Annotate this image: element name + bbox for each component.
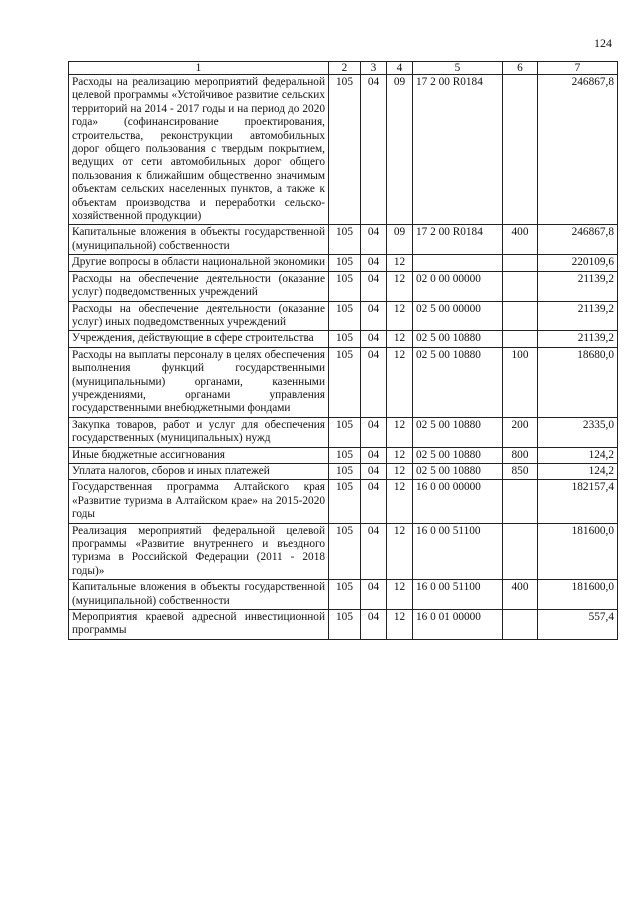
cell-ministry-code: 105 bbox=[329, 480, 361, 523]
cell-expense-type bbox=[503, 301, 538, 331]
item-name: Расходы на обеспечение деятельности (оказание услуг) иных подведомственных учреждений bbox=[69, 301, 329, 331]
item-name: Капитальные вложения в объекты государственной (муниципальной) собственности bbox=[69, 225, 329, 255]
item-name: Уплата налогов, сборов и иных платежей bbox=[69, 463, 329, 479]
item-name: Другие вопросы в области национальной экономики bbox=[69, 255, 329, 271]
cell-section-code: 04 bbox=[361, 225, 387, 255]
cell-target-code: 02 5 00 00000 bbox=[413, 301, 503, 331]
cell-amount: 18680,0 bbox=[538, 347, 618, 417]
cell-ministry-code: 105 bbox=[329, 347, 361, 417]
cell-target-code bbox=[413, 255, 503, 271]
cell-target-code: 02 5 00 10880 bbox=[413, 447, 503, 463]
table-row bbox=[69, 255, 618, 271]
cell-ministry-code: 105 bbox=[329, 610, 361, 640]
cell-ministry-code: 105 bbox=[329, 225, 361, 255]
cell-amount: 2335,0 bbox=[538, 417, 618, 447]
table-row bbox=[69, 463, 618, 479]
cell-ministry-code: 105 bbox=[329, 271, 361, 301]
cell-expense-type: 400 bbox=[503, 225, 538, 255]
table-row bbox=[69, 331, 618, 347]
cell-subsection-code: 12 bbox=[387, 447, 413, 463]
header-row bbox=[69, 62, 618, 75]
cell-ministry-code: 105 bbox=[329, 75, 361, 225]
item-name: Мероприятия краевой адресной инвестиционной программы bbox=[69, 610, 329, 640]
cell-expense-type: 400 bbox=[503, 580, 538, 610]
cell-target-code: 02 5 00 10880 bbox=[413, 417, 503, 447]
table-row bbox=[69, 75, 618, 225]
table-row bbox=[69, 580, 618, 610]
cell-expense-type bbox=[503, 610, 538, 640]
cell-section-code: 04 bbox=[361, 301, 387, 331]
cell-section-code: 04 bbox=[361, 255, 387, 271]
cell-ministry-code: 105 bbox=[329, 301, 361, 331]
cell-ministry-code: 105 bbox=[329, 447, 361, 463]
cell-expense-type: 200 bbox=[503, 417, 538, 447]
cell-amount: 182157,4 bbox=[538, 480, 618, 523]
cell-section-code: 04 bbox=[361, 463, 387, 479]
cell-amount: 246867,8 bbox=[538, 225, 618, 255]
cell-subsection-code: 12 bbox=[387, 271, 413, 301]
cell-section-code: 04 bbox=[361, 347, 387, 417]
page-number: 124 bbox=[594, 36, 612, 50]
cell-expense-type: 100 bbox=[503, 347, 538, 417]
item-name: Государственная программа Алтайского края «Развитие туризма в Алтайском крае» на 2015-2020 годы bbox=[69, 480, 329, 523]
cell-ministry-code: 105 bbox=[329, 255, 361, 271]
table-row bbox=[69, 417, 618, 447]
cell-expense-type bbox=[503, 480, 538, 523]
cell-subsection-code: 12 bbox=[387, 480, 413, 523]
table-row bbox=[69, 347, 618, 417]
column-header: 1 bbox=[69, 62, 329, 75]
cell-subsection-code: 12 bbox=[387, 610, 413, 640]
cell-target-code: 02 5 00 10880 bbox=[413, 331, 503, 347]
cell-subsection-code: 12 bbox=[387, 255, 413, 271]
cell-ministry-code: 105 bbox=[329, 580, 361, 610]
cell-target-code: 02 5 00 10880 bbox=[413, 347, 503, 417]
cell-subsection-code: 12 bbox=[387, 417, 413, 447]
item-name: Учреждения, действующие в сфере строительства bbox=[69, 331, 329, 347]
cell-expense-type bbox=[503, 523, 538, 580]
column-header: 7 bbox=[538, 62, 618, 75]
cell-section-code: 04 bbox=[361, 417, 387, 447]
column-header: 4 bbox=[387, 62, 413, 75]
cell-target-code: 17 2 00 R0184 bbox=[413, 75, 503, 225]
cell-subsection-code: 12 bbox=[387, 347, 413, 417]
cell-ministry-code: 105 bbox=[329, 331, 361, 347]
cell-section-code: 04 bbox=[361, 271, 387, 301]
cell-ministry-code: 105 bbox=[329, 463, 361, 479]
cell-expense-type bbox=[503, 331, 538, 347]
cell-subsection-code: 12 bbox=[387, 301, 413, 331]
cell-section-code: 04 bbox=[361, 523, 387, 580]
table-row bbox=[69, 447, 618, 463]
cell-amount: 21139,2 bbox=[538, 271, 618, 301]
table-row bbox=[69, 610, 618, 640]
column-header: 2 bbox=[329, 62, 361, 75]
cell-section-code: 04 bbox=[361, 610, 387, 640]
table-body bbox=[69, 75, 618, 640]
cell-amount: 124,2 bbox=[538, 463, 618, 479]
cell-target-code: 02 5 00 10880 bbox=[413, 463, 503, 479]
table-row bbox=[69, 271, 618, 301]
cell-amount: 246867,8 bbox=[538, 75, 618, 225]
cell-subsection-code: 12 bbox=[387, 580, 413, 610]
column-header: 3 bbox=[361, 62, 387, 75]
cell-target-code: 17 2 00 R0184 bbox=[413, 225, 503, 255]
cell-target-code: 16 0 01 00000 bbox=[413, 610, 503, 640]
cell-expense-type bbox=[503, 255, 538, 271]
cell-ministry-code: 105 bbox=[329, 523, 361, 580]
item-name: Расходы на реализацию мероприятий федеральной целевой программы «Устойчивое развитие сельских территорий на 2014 - 2017 годы и на период до 2020 года» (софинансирование проектирования, строительства, реконструкции автомобильных дорог общего пользования с твердым покрытием, ведущих от сети автомобильных дорог общего пользования к ближайшим общественно значимым объектам сельских населенных пунктов, а также к объектам производства и переработки сельскохозяйственной продукции) bbox=[69, 75, 329, 225]
cell-expense-type bbox=[503, 75, 538, 225]
cell-amount: 220109,6 bbox=[538, 255, 618, 271]
column-header: 5 bbox=[413, 62, 503, 75]
cell-section-code: 04 bbox=[361, 75, 387, 225]
budget-table bbox=[68, 61, 618, 640]
cell-amount: 21139,2 bbox=[538, 301, 618, 331]
item-name: Иные бюджетные ассигнования bbox=[69, 447, 329, 463]
cell-ministry-code: 105 bbox=[329, 417, 361, 447]
cell-expense-type: 850 bbox=[503, 463, 538, 479]
cell-section-code: 04 bbox=[361, 580, 387, 610]
cell-amount: 181600,0 bbox=[538, 580, 618, 610]
column-header: 6 bbox=[503, 62, 538, 75]
table-row bbox=[69, 301, 618, 331]
cell-amount: 557,4 bbox=[538, 610, 618, 640]
cell-expense-type bbox=[503, 271, 538, 301]
table-row bbox=[69, 225, 618, 255]
item-name: Расходы на обеспечение деятельности (оказание услуг) подведомственных учреждений bbox=[69, 271, 329, 301]
cell-subsection-code: 12 bbox=[387, 523, 413, 580]
cell-target-code: 16 0 00 00000 bbox=[413, 480, 503, 523]
cell-amount: 21139,2 bbox=[538, 331, 618, 347]
cell-target-code: 16 0 00 51100 bbox=[413, 523, 503, 580]
cell-section-code: 04 bbox=[361, 331, 387, 347]
table-row bbox=[69, 480, 618, 523]
cell-expense-type: 800 bbox=[503, 447, 538, 463]
cell-amount: 124,2 bbox=[538, 447, 618, 463]
item-name: Расходы на выплаты персоналу в целях обеспечения выполнения функций государственными (муниципальными) органами, казенными учреждениями, органами управления государственными внебюджетными фондами bbox=[69, 347, 329, 417]
cell-target-code: 02 0 00 00000 bbox=[413, 271, 503, 301]
table-row bbox=[69, 523, 618, 580]
cell-subsection-code: 12 bbox=[387, 331, 413, 347]
cell-target-code: 16 0 00 51100 bbox=[413, 580, 503, 610]
item-name: Реализация мероприятий федеральной целевой программы «Развитие внутреннего и въездного туризма в Российской Федерации (2011 - 2018 годы)» bbox=[69, 523, 329, 580]
cell-subsection-code: 09 bbox=[387, 225, 413, 255]
cell-section-code: 04 bbox=[361, 447, 387, 463]
item-name: Капитальные вложения в объекты государственной (муниципальной) собственности bbox=[69, 580, 329, 610]
cell-section-code: 04 bbox=[361, 480, 387, 523]
cell-amount: 181600,0 bbox=[538, 523, 618, 580]
cell-subsection-code: 12 bbox=[387, 463, 413, 479]
item-name: Закупка товаров, работ и услуг для обеспечения государственных (муниципальных) нужд bbox=[69, 417, 329, 447]
cell-subsection-code: 09 bbox=[387, 75, 413, 225]
